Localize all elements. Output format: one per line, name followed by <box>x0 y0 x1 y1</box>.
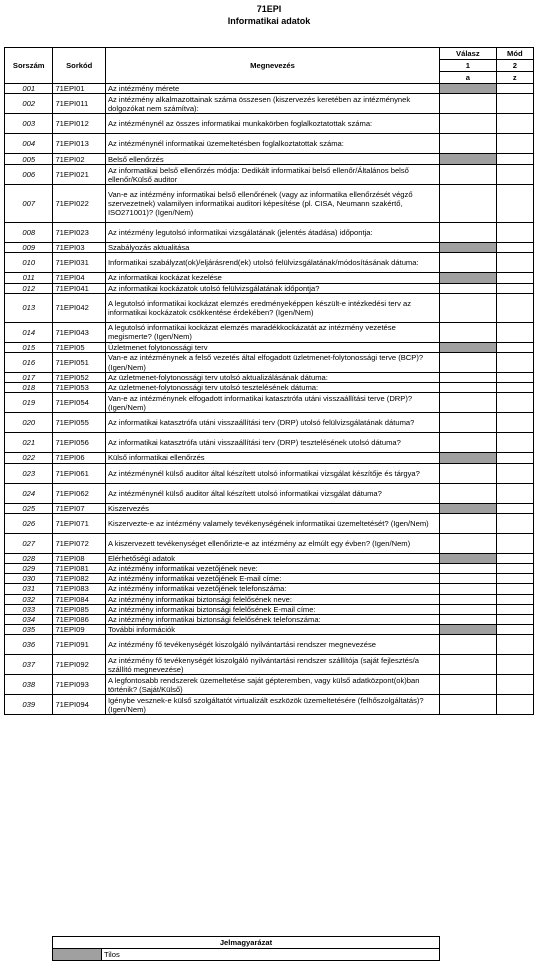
form-title: Informatikai adatok <box>227 16 311 26</box>
answer-cell[interactable] <box>440 695 497 715</box>
header-valasz: Válasz <box>440 48 497 60</box>
answer-cell[interactable] <box>440 594 497 604</box>
header-sorszam: Sorszám <box>5 48 53 84</box>
row-number: 027 <box>5 533 53 553</box>
table-row <box>5 253 534 273</box>
row-code: 71EPI084 <box>53 594 105 604</box>
row-description: Van-e az intézménynek a felső vezetés által elfogadott üzletmenet-folytonossági terve (BCP)? (Igen/Nem) <box>105 353 439 373</box>
header-col-1: 1 <box>440 60 497 72</box>
row-description: A legutolsó informatikai kockázat elemzés maradékkockázatát az intézmény vezetése megismerte? (Igen/Nem) <box>105 322 439 342</box>
row-number: 035 <box>5 625 53 635</box>
row-description: Az informatikai katasztrófa utáni visszaállítási terv (DRP) tesztelésének utolsó dátuma? <box>105 433 439 453</box>
table-row <box>5 655 534 675</box>
mode-cell[interactable] <box>496 353 533 373</box>
table-row <box>5 373 534 383</box>
row-code: 71EPI051 <box>53 353 105 373</box>
mode-cell[interactable] <box>496 293 533 322</box>
row-number: 013 <box>5 293 53 322</box>
row-code: 71EPI03 <box>53 243 105 253</box>
row-description: Az informatikai kockázatok utolsó felülvizsgálatának időpontja? <box>105 283 439 293</box>
answer-cell[interactable] <box>440 114 497 134</box>
row-code: 71EPI093 <box>53 675 105 695</box>
answer-cell[interactable] <box>440 483 497 503</box>
table-row <box>5 223 534 243</box>
row-code: 71EPI06 <box>53 453 105 463</box>
row-number: 032 <box>5 594 53 604</box>
table-row <box>5 165 534 185</box>
row-code: 71EPI062 <box>53 483 105 503</box>
row-description: Szabályozás aktualitása <box>105 243 439 253</box>
row-number: 011 <box>5 273 53 283</box>
row-number: 037 <box>5 655 53 675</box>
table-row <box>5 695 534 715</box>
row-description: Az informatikai katasztrófa utáni visszaállítási terv (DRP) utolsó felülvizsgálatának dátuma? <box>105 413 439 433</box>
mode-cell[interactable] <box>496 625 533 635</box>
answer-cell[interactable] <box>440 293 497 322</box>
row-code: 71EPI082 <box>53 574 105 584</box>
row-code: 71EPI072 <box>53 533 105 553</box>
row-number: 012 <box>5 283 53 293</box>
table-row <box>5 594 534 604</box>
row-description: Elérhetőségi adatok <box>105 553 439 563</box>
row-code: 71EPI052 <box>53 373 105 383</box>
row-description: Az intézmény legutolsó informatikai vizsgálatának (jelentés átadása) időpontja: <box>105 223 439 243</box>
answer-cell[interactable] <box>440 223 497 243</box>
row-number: 015 <box>5 342 53 352</box>
row-number: 026 <box>5 513 53 533</box>
row-description: Az üzletmenet-folytonossági terv utolsó aktualizálásának dátuma: <box>105 373 439 383</box>
row-code: 71EPI043 <box>53 322 105 342</box>
row-number: 038 <box>5 675 53 695</box>
answer-cell[interactable] <box>440 615 497 625</box>
row-description: Az intézmény informatikai vezetőjének neve: <box>105 564 439 574</box>
header-sorkod: Sorkód <box>53 48 105 84</box>
mode-cell[interactable] <box>496 185 533 223</box>
row-code: 71EPI05 <box>53 342 105 352</box>
table-row <box>5 453 534 463</box>
answer-cell[interactable] <box>440 185 497 223</box>
mode-cell[interactable] <box>496 253 533 273</box>
mode-cell[interactable] <box>496 533 533 553</box>
mode-cell[interactable] <box>496 604 533 614</box>
mode-cell[interactable] <box>496 114 533 134</box>
mode-cell[interactable] <box>496 84 533 94</box>
answer-cell-disabled <box>440 553 497 563</box>
answer-cell[interactable] <box>440 584 497 594</box>
row-description: Az üzletmenet-folytonossági terv utolsó tesztelésének dátuma: <box>105 383 439 393</box>
table-row <box>5 353 534 373</box>
row-code: 71EPI08 <box>53 553 105 563</box>
row-code: 71EPI013 <box>53 134 105 154</box>
mode-cell[interactable] <box>496 453 533 463</box>
answer-cell[interactable] <box>440 655 497 675</box>
row-description: Az intézmény alkalmazottainak száma összesen (kiszervezés keretében az intézménynek dolgozókat nem számítva): <box>105 94 439 114</box>
row-description: Az intézmény mérete <box>105 84 439 94</box>
table-row <box>5 433 534 453</box>
row-number: 001 <box>5 84 53 94</box>
row-code: 71EPI04 <box>53 273 105 283</box>
row-code: 71EPI012 <box>53 114 105 134</box>
mode-cell[interactable] <box>496 463 533 483</box>
mode-cell[interactable] <box>496 322 533 342</box>
answer-cell[interactable] <box>440 533 497 553</box>
mode-cell[interactable] <box>496 483 533 503</box>
header-col-2: 2 <box>496 60 533 72</box>
row-description: Az intézmény informatikai vezetőjének telefonszáma: <box>105 584 439 594</box>
mode-cell[interactable] <box>496 393 533 413</box>
row-number: 019 <box>5 393 53 413</box>
table-row <box>5 635 534 655</box>
row-number: 031 <box>5 584 53 594</box>
row-number: 008 <box>5 223 53 243</box>
answer-cell-disabled <box>440 243 497 253</box>
row-number: 024 <box>5 483 53 503</box>
form-code: 71EPI <box>256 4 282 14</box>
answer-cell[interactable] <box>440 604 497 614</box>
row-code: 71EPI085 <box>53 604 105 614</box>
mode-cell[interactable] <box>496 243 533 253</box>
mode-cell[interactable] <box>496 283 533 293</box>
row-code: 71EPI021 <box>53 165 105 185</box>
answer-cell[interactable] <box>440 574 497 584</box>
row-number: 002 <box>5 94 53 114</box>
mode-cell[interactable] <box>496 513 533 533</box>
answer-cell[interactable] <box>440 635 497 655</box>
mode-cell[interactable] <box>496 564 533 574</box>
row-number: 028 <box>5 553 53 563</box>
row-description: Az intézménynél külső auditor által készített utolsó informatikai vizsgálat készítője és tárgya? <box>105 463 439 483</box>
table-row <box>5 393 534 413</box>
answer-cell[interactable] <box>440 513 497 533</box>
answer-cell-disabled <box>440 84 497 94</box>
table-row <box>5 675 534 695</box>
answer-cell[interactable] <box>440 134 497 154</box>
row-number: 023 <box>5 463 53 483</box>
data-table <box>4 47 534 715</box>
table-row <box>5 243 534 253</box>
row-number: 036 <box>5 635 53 655</box>
answer-cell[interactable] <box>440 322 497 342</box>
mode-cell[interactable] <box>496 695 533 715</box>
header-megnevezes: Megnevezés <box>105 48 439 84</box>
answer-cell[interactable] <box>440 433 497 453</box>
answer-cell[interactable] <box>440 675 497 695</box>
answer-cell-disabled <box>440 625 497 635</box>
legend-title: Jelmagyarázat <box>53 937 440 949</box>
table-row <box>5 114 534 134</box>
row-description: Az intézmény fő tevékenységét kiszolgáló nyilvántartási rendszer megnevezése <box>105 635 439 655</box>
row-code: 71EPI081 <box>53 564 105 574</box>
answer-cell[interactable] <box>440 373 497 383</box>
header-mod: Mód <box>496 48 533 60</box>
table-row <box>5 94 534 114</box>
row-description: További információk <box>105 625 439 635</box>
row-number: 020 <box>5 413 53 433</box>
row-code: 71EPI053 <box>53 383 105 393</box>
row-code: 71EPI083 <box>53 584 105 594</box>
mode-cell[interactable] <box>496 273 533 283</box>
row-number: 005 <box>5 154 53 165</box>
mode-cell[interactable] <box>496 584 533 594</box>
table-row <box>5 625 534 635</box>
row-code: 71EPI09 <box>53 625 105 635</box>
answer-cell[interactable] <box>440 564 497 574</box>
table-row <box>5 154 534 165</box>
row-code: 71EPI042 <box>53 293 105 322</box>
mode-cell[interactable] <box>496 383 533 393</box>
row-code: 71EPI094 <box>53 695 105 715</box>
mode-cell[interactable] <box>496 342 533 352</box>
row-description: A legfontosabb rendszerek üzemeltetése saját gépteremben, vagy külső adatközpont(ok)ban történik? (Saját/Külső) <box>105 675 439 695</box>
row-number: 010 <box>5 253 53 273</box>
table-row <box>5 615 534 625</box>
row-description: Van-e az intézménynek elfogadott informatikai katasztrófa utáni visszaállítási terve (DRP)? (Igen/Nem) <box>105 393 439 413</box>
answer-cell[interactable] <box>440 393 497 413</box>
row-code: 71EPI071 <box>53 513 105 533</box>
row-number: 009 <box>5 243 53 253</box>
row-number: 014 <box>5 322 53 342</box>
table-row <box>5 564 534 574</box>
table-row <box>5 383 534 393</box>
row-description: Az intézménynél az összes informatikai munkakörben foglalkoztatottak száma: <box>105 114 439 134</box>
table-row <box>5 322 534 342</box>
row-number: 025 <box>5 503 53 513</box>
table-row <box>5 574 534 584</box>
mode-cell[interactable] <box>496 134 533 154</box>
row-code: 71EPI055 <box>53 413 105 433</box>
row-number: 021 <box>5 433 53 453</box>
mode-cell[interactable] <box>496 413 533 433</box>
mode-cell[interactable] <box>496 635 533 655</box>
answer-cell[interactable] <box>440 353 497 373</box>
mode-cell[interactable] <box>496 154 533 165</box>
row-number: 003 <box>5 114 53 134</box>
row-description: Belső ellenőrzés <box>105 154 439 165</box>
row-description: Az intézmény informatikai vezetőjének E-mail címe: <box>105 574 439 584</box>
row-code: 71EPI02 <box>53 154 105 165</box>
row-description: Az intézmény informatikai biztonsági felelősének neve: <box>105 594 439 604</box>
mode-cell[interactable] <box>496 553 533 563</box>
table-row <box>5 413 534 433</box>
row-number: 034 <box>5 615 53 625</box>
row-description: A legutolsó informatikai kockázat elemzés eredményeképpen készült-e intézkedési terv az informatikai kockázatok csökkentése érdekében? (Igen/Nem) <box>105 293 439 322</box>
table-row <box>5 134 534 154</box>
answer-cell[interactable] <box>440 165 497 185</box>
row-description: Az intézmény informatikai biztonsági felelősének telefonszáma: <box>105 615 439 625</box>
row-description: Igénybe vesznek-e külső szolgáltatót virtualizált eszközök üzemeltetésére (felhőszolgáltatás)? (Igen/Nem) <box>105 695 439 715</box>
row-code: 71EPI061 <box>53 463 105 483</box>
answer-cell-disabled <box>440 273 497 283</box>
mode-cell[interactable] <box>496 223 533 243</box>
mode-cell[interactable] <box>496 675 533 695</box>
answer-cell[interactable] <box>440 463 497 483</box>
row-number: 016 <box>5 353 53 373</box>
row-number: 004 <box>5 134 53 154</box>
mode-cell[interactable] <box>496 373 533 383</box>
row-description: Az intézménynél külső auditor által készített utolsó informatikai vizsgálat dátuma? <box>105 483 439 503</box>
row-number: 018 <box>5 383 53 393</box>
table-row <box>5 342 534 352</box>
table-row <box>5 185 534 223</box>
table-row <box>5 463 534 483</box>
table-row <box>5 533 534 553</box>
row-number: 030 <box>5 574 53 584</box>
table-row <box>5 584 534 594</box>
row-description: A kiszervezett tevékenységet ellenőrizte-e az intézmény az elmúlt egy évben? (Igen/Nem) <box>105 533 439 553</box>
answer-cell[interactable] <box>440 253 497 273</box>
mode-cell[interactable] <box>496 94 533 114</box>
row-description: Az intézmény fő tevékenységét kiszolgáló nyilvántartási rendszer szállítója (saját fejlesztés/a szállító megnevezése) <box>105 655 439 675</box>
table-row <box>5 513 534 533</box>
mode-cell[interactable] <box>496 433 533 453</box>
row-code: 71EPI056 <box>53 433 105 453</box>
answer-cell[interactable] <box>440 94 497 114</box>
row-description: Kiszervezte-e az intézmény valamely tevékenységének informatikai üzemeltetését? (Igen/Nem) <box>105 513 439 533</box>
mode-cell[interactable] <box>496 574 533 584</box>
table-row <box>5 293 534 322</box>
mode-cell[interactable] <box>496 594 533 604</box>
row-description: Az intézmény informatikai biztonsági felelősének E-mail címe: <box>105 604 439 614</box>
mode-cell[interactable] <box>496 615 533 625</box>
row-number: 033 <box>5 604 53 614</box>
table-row <box>5 283 534 293</box>
row-description: Informatikai szabályzat(ok)/eljárásrend(ek) utolsó felülvizsgálatának/módosításának dátuma: <box>105 253 439 273</box>
answer-cell[interactable] <box>440 383 497 393</box>
row-code: 71EPI022 <box>53 185 105 223</box>
row-description: Kiszervezés <box>105 503 439 513</box>
row-code: 71EPI092 <box>53 655 105 675</box>
row-code: 71EPI086 <box>53 615 105 625</box>
row-code: 71EPI041 <box>53 283 105 293</box>
header-col-a: a <box>440 72 497 84</box>
row-description: Az informatikai kockázat kezelése <box>105 273 439 283</box>
row-description: Az intézménynél informatikai üzemeltetésben foglalkoztatottak száma: <box>105 134 439 154</box>
row-number: 022 <box>5 453 53 463</box>
table-row <box>5 503 534 513</box>
row-number: 007 <box>5 185 53 223</box>
mode-cell[interactable] <box>496 165 533 185</box>
row-code: 71EPI01 <box>53 84 105 94</box>
row-code: 71EPI091 <box>53 635 105 655</box>
row-number: 029 <box>5 564 53 574</box>
answer-cell[interactable] <box>440 283 497 293</box>
row-code: 71EPI07 <box>53 503 105 513</box>
table-row <box>5 273 534 283</box>
row-number: 039 <box>5 695 53 715</box>
table-row <box>5 604 534 614</box>
table-row <box>5 553 534 563</box>
answer-cell[interactable] <box>440 413 497 433</box>
row-number: 017 <box>5 373 53 383</box>
table-row <box>5 84 534 94</box>
row-description: Üzletmenet folytonossági terv <box>105 342 439 352</box>
answer-cell-disabled <box>440 503 497 513</box>
answer-cell-disabled <box>440 342 497 352</box>
legend-label: Tilos <box>102 949 440 961</box>
row-number: 006 <box>5 165 53 185</box>
legend <box>52 936 440 961</box>
row-code: 71EPI023 <box>53 223 105 243</box>
row-description: Az informatikai belső ellenőrzés módja: Dedikált informatikai belső ellenőr/Általános belső ellenőr/Külső auditor <box>105 165 439 185</box>
row-description: Van-e az intézmény informatikai belső ellenőrének (vagy az informatika ellenőrzését végző szervezetnek) valamilyen informatikai auditori képesítése (pl. CISA, Neumann szakértő, ISO271001)? (Igen/Nem) <box>105 185 439 223</box>
legend-swatch <box>53 949 102 961</box>
table-row <box>5 483 534 503</box>
header-col-z: z <box>496 72 533 84</box>
mode-cell[interactable] <box>496 655 533 675</box>
answer-cell-disabled <box>440 453 497 463</box>
row-code: 71EPI054 <box>53 393 105 413</box>
row-description: Külső informatikai ellenőrzés <box>105 453 439 463</box>
mode-cell[interactable] <box>496 503 533 513</box>
row-code: 71EPI011 <box>53 94 105 114</box>
row-code: 71EPI031 <box>53 253 105 273</box>
answer-cell-disabled <box>440 154 497 165</box>
